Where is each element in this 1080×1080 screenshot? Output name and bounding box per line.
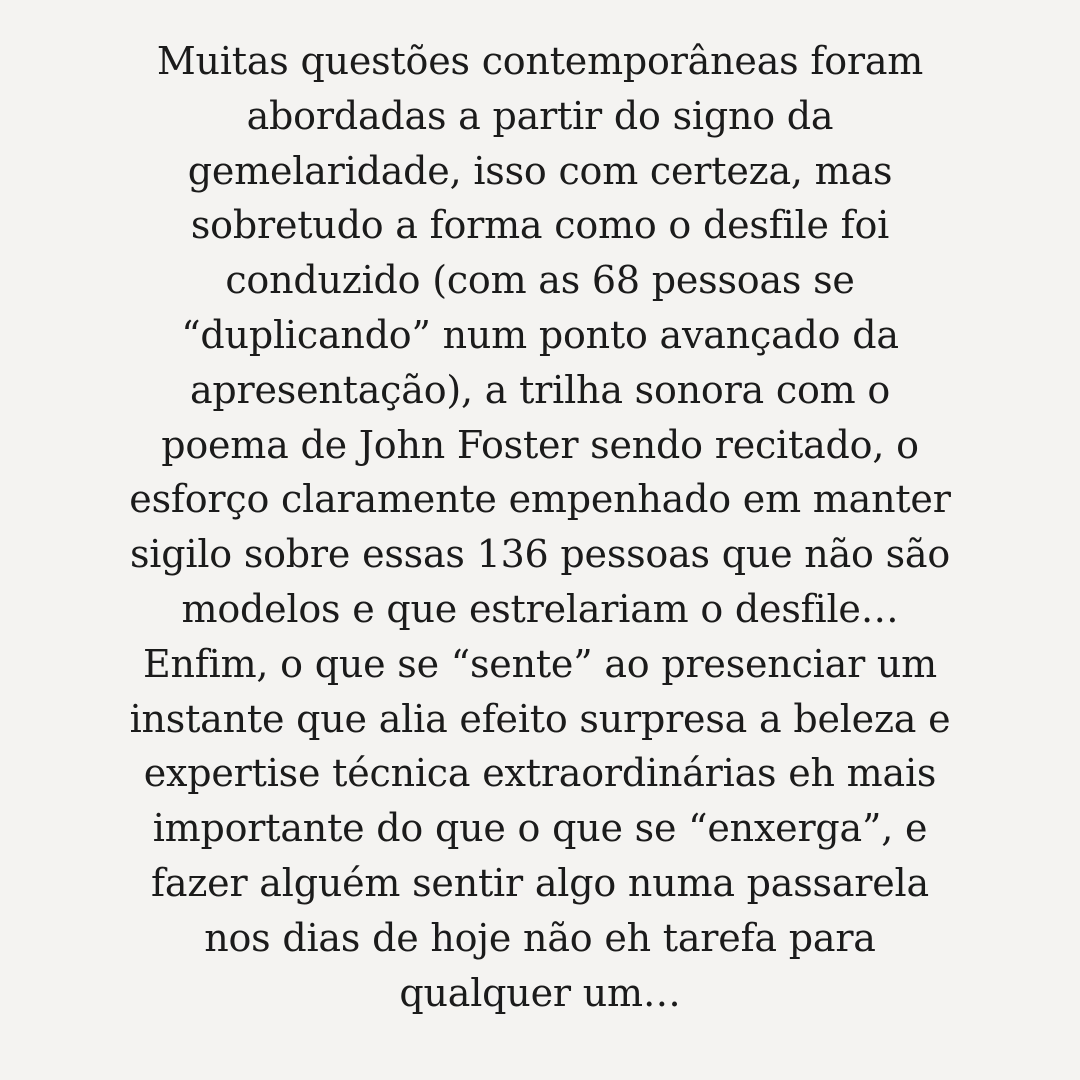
text-line: nos dias de hoje não eh tarefa para (204, 915, 876, 960)
text-line: fazer alguém sentir algo numa passarela (151, 860, 929, 905)
text-line: sobretudo a forma como o desfile foi (190, 203, 890, 248)
text-line: sigilo sobre essas 136 pessoas que não são (129, 532, 951, 577)
text-line: apresentação), a trilha sonora com o (189, 367, 891, 412)
text-line: Muitas questões contemporâneas foram (156, 39, 924, 83)
text-line: importante do que o que se “enxerga”, e (152, 806, 928, 851)
text-line: expertise técnica extraordinárias eh mais (143, 751, 937, 796)
text-line: modelos e que estrelariam o desfile… (181, 586, 899, 631)
text-line: poema de John Foster sendo recitado, o (161, 422, 919, 467)
text-line: instante que alia efeito surpresa a beleza e (129, 696, 951, 741)
text-line: Enfim, o que se “sente” ao presenciar um (142, 641, 938, 686)
text-line: conduzido (com as 68 pessoas se (225, 258, 855, 303)
text-line: qualquer um… (399, 970, 681, 1015)
text-line: esforço claramente empenhado em manter (129, 477, 951, 522)
text-line: abordadas a partir do signo da (246, 93, 834, 138)
text-line: gemelaridade, isso com certeza, mas (187, 148, 893, 193)
text-line: “duplicando” num ponto avançado da (181, 312, 899, 357)
